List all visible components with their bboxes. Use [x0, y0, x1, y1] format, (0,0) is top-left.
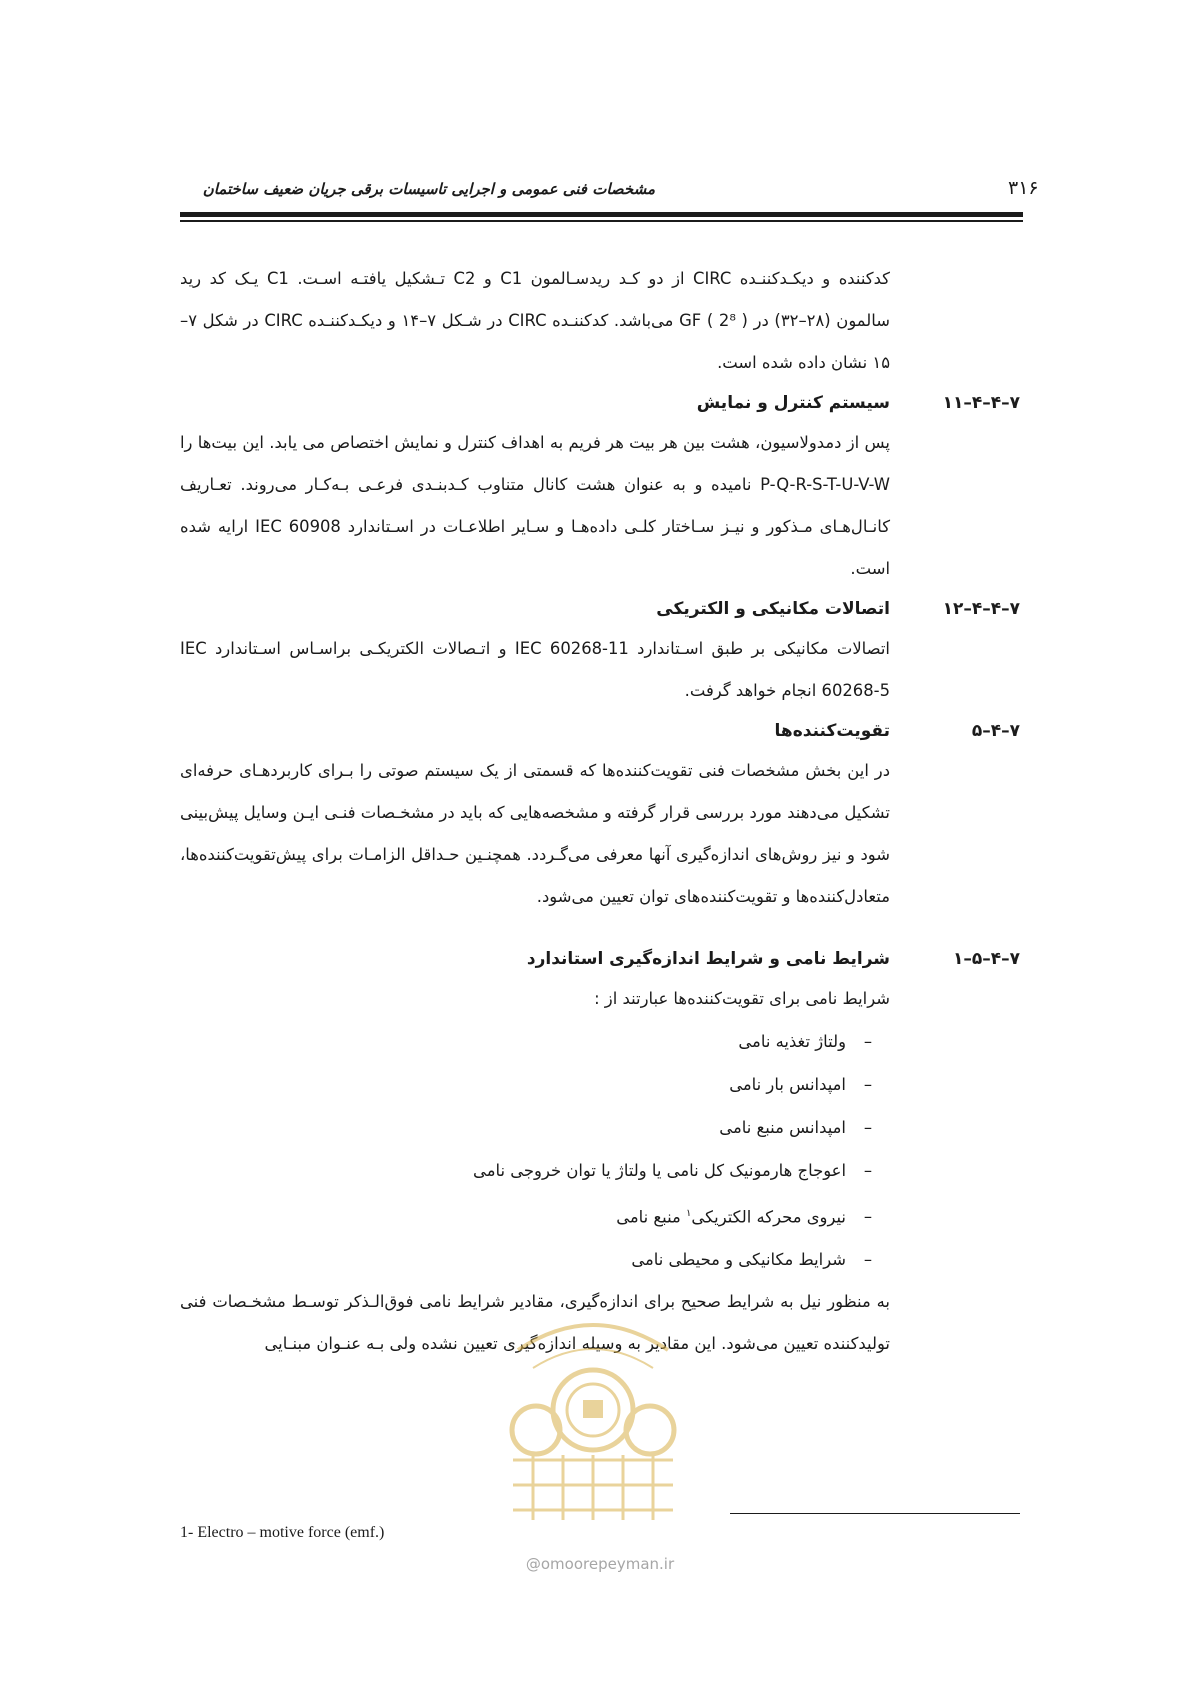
watermark-url: @omoorepeyman.ir — [525, 1555, 675, 1573]
paragraph-control-display: پس از دمدولاسیون، هشت بین هر بیت هر فریم به اهداف کنترل و نمایش اختصاص می یابد. این بیت‌ها را P-Q-R-S-T-U-V-W نامیده و به عنوان هشت کانال متناوب کـدبنـدی فرعـی بـه‌کـار می‌روند. تعـاریف کانـال‌هـای مـذکور و نیـز سـاختار کلـی داده‌هـا و سـایر اطلاعـات در اسـتاندارد IEC 60908 ارایه شده است. — [180, 433, 890, 578]
list-bullet: – — [863, 1118, 873, 1137]
paragraph-circ: کدکننده و دیکـدکننـده CIRC از دو کـد ریدسـالمون C1 و C2 تـشکیل یافتـه اسـت. C1 یـک کد رید سالمون (۲۸–۳۲) در ( 2⁸ ) GF می‌باشد. کدکننـده CIRC در شـکل ۷–۱۴ و دیکـدکننـده CIRC در شکل ۷–۱۵ نشان داده شده است. — [180, 269, 890, 372]
list-item-text: ولتاژ تغذیه نامی — [738, 1032, 846, 1051]
section-number: ۷–۴–۴–۱۱ — [942, 393, 1020, 413]
section-heading-control-display — [180, 384, 1020, 422]
list-item-text: امپدانس منبع نامی — [719, 1118, 846, 1137]
header-rule-thick — [180, 212, 1023, 217]
list-item-text: نیروی محرکه الکتریکی — [691, 1207, 846, 1227]
running-header — [180, 176, 1039, 210]
footnote: 1- Electro – motive force (emf.) — [180, 1524, 385, 1541]
paragraph-measurement: به منظور نیل به شرایط صحیح برای اندازه‌گیری، مقادیر شرایط نامی فوق‌الـذکر توسـط مشخـصات فنی تولیدکننده تعیین می‌شود. این مقادیر به وسیله اندازه‌گیری تعیین نشده ولی بـه عنـوان مبنـایی — [180, 1292, 890, 1354]
section-number: ۷–۴–۵–۱ — [952, 949, 1020, 969]
section-gap — [180, 918, 890, 940]
section-heading-amplifiers — [180, 712, 1020, 750]
list-item — [180, 1020, 890, 1063]
section-title: سیستم کنترل و نمایش — [696, 393, 890, 413]
section-title: شرایط نامی و شرایط اندازه‌گیری استاندارد — [526, 949, 890, 969]
section-number: ۷–۴–۴–۱۲ — [942, 599, 1020, 619]
footnote-rule — [730, 1513, 1020, 1514]
section-title: اتصالات مکانیکی و الکتریکی — [656, 599, 890, 619]
section-heading-connections — [180, 590, 1020, 628]
section-heading-rated-conditions — [180, 940, 1020, 978]
list-bullet: – — [863, 1161, 873, 1180]
list-item — [180, 1063, 890, 1106]
list-item-text: امپدانس بار نامی — [729, 1075, 846, 1094]
header-rule-thin — [180, 220, 1023, 222]
list-item-text-tail: منبع نامی — [616, 1207, 681, 1227]
paragraph-rated-intro: شرایط نامی برای تقویت‌کننده‌ها عبارتند از : — [594, 989, 890, 1008]
list-item-text: شرایط مکانیکی و محیطی نامی — [631, 1250, 846, 1270]
list-item — [180, 1106, 890, 1149]
paragraph-connections: اتصالات مکانیکی بر طبق اسـتاندارد IEC 60268-11 و اتـصالات الکتریکـی براسـاس اسـتاندارد IEC 60268-5 انجام خواهد گرفت. — [180, 639, 890, 700]
watermark-seal — [488, 1290, 698, 1540]
list-bullet: – — [863, 1207, 873, 1227]
list-bullet: – — [863, 1250, 873, 1270]
list-bullet: – — [863, 1075, 873, 1094]
list-item — [180, 1149, 890, 1192]
footnote-marker: ۱ — [686, 1208, 692, 1219]
section-title: تقویت‌کننده‌ها — [774, 721, 890, 741]
list-item — [180, 1238, 890, 1281]
header-title: مشخصات فنی عمومی و اجرایی تاسیسات برقی جریان ضعیف ساختمان — [202, 180, 655, 198]
paragraph-amplifiers: در این بخش مشخصات فنی تقویت‌کننده‌ها که قسمتی از یک سیستم صوتی را بـرای کاربردهـای حرفه‌ای تشکیل می‌دهند مورد بررسی قرار گرفته و مشخصه‌هایی که باید در مشخـصات فنـی ایـن وسایل پیش‌بینی شود و نیز روش‌های اندازه‌گیری آنها معرفی می‌گـردد. همچنـین حـداقل الزامـات برای پیش‌تقویت‌کننده‌ها، متعادل‌کننده‌ها و تقویت‌کننده‌های توان تعیین می‌شود. — [180, 761, 890, 906]
body-text — [180, 258, 1020, 1365]
list-item-text: اعوجاج هارمونیک کل نامی یا ولتاژ یا توان خروجی نامی — [473, 1161, 846, 1180]
list-item — [180, 1192, 890, 1238]
section-number: ۷–۴–۵ — [971, 721, 1020, 741]
page-number: ۳۱۶ — [1008, 177, 1039, 199]
list-bullet: – — [863, 1032, 873, 1051]
